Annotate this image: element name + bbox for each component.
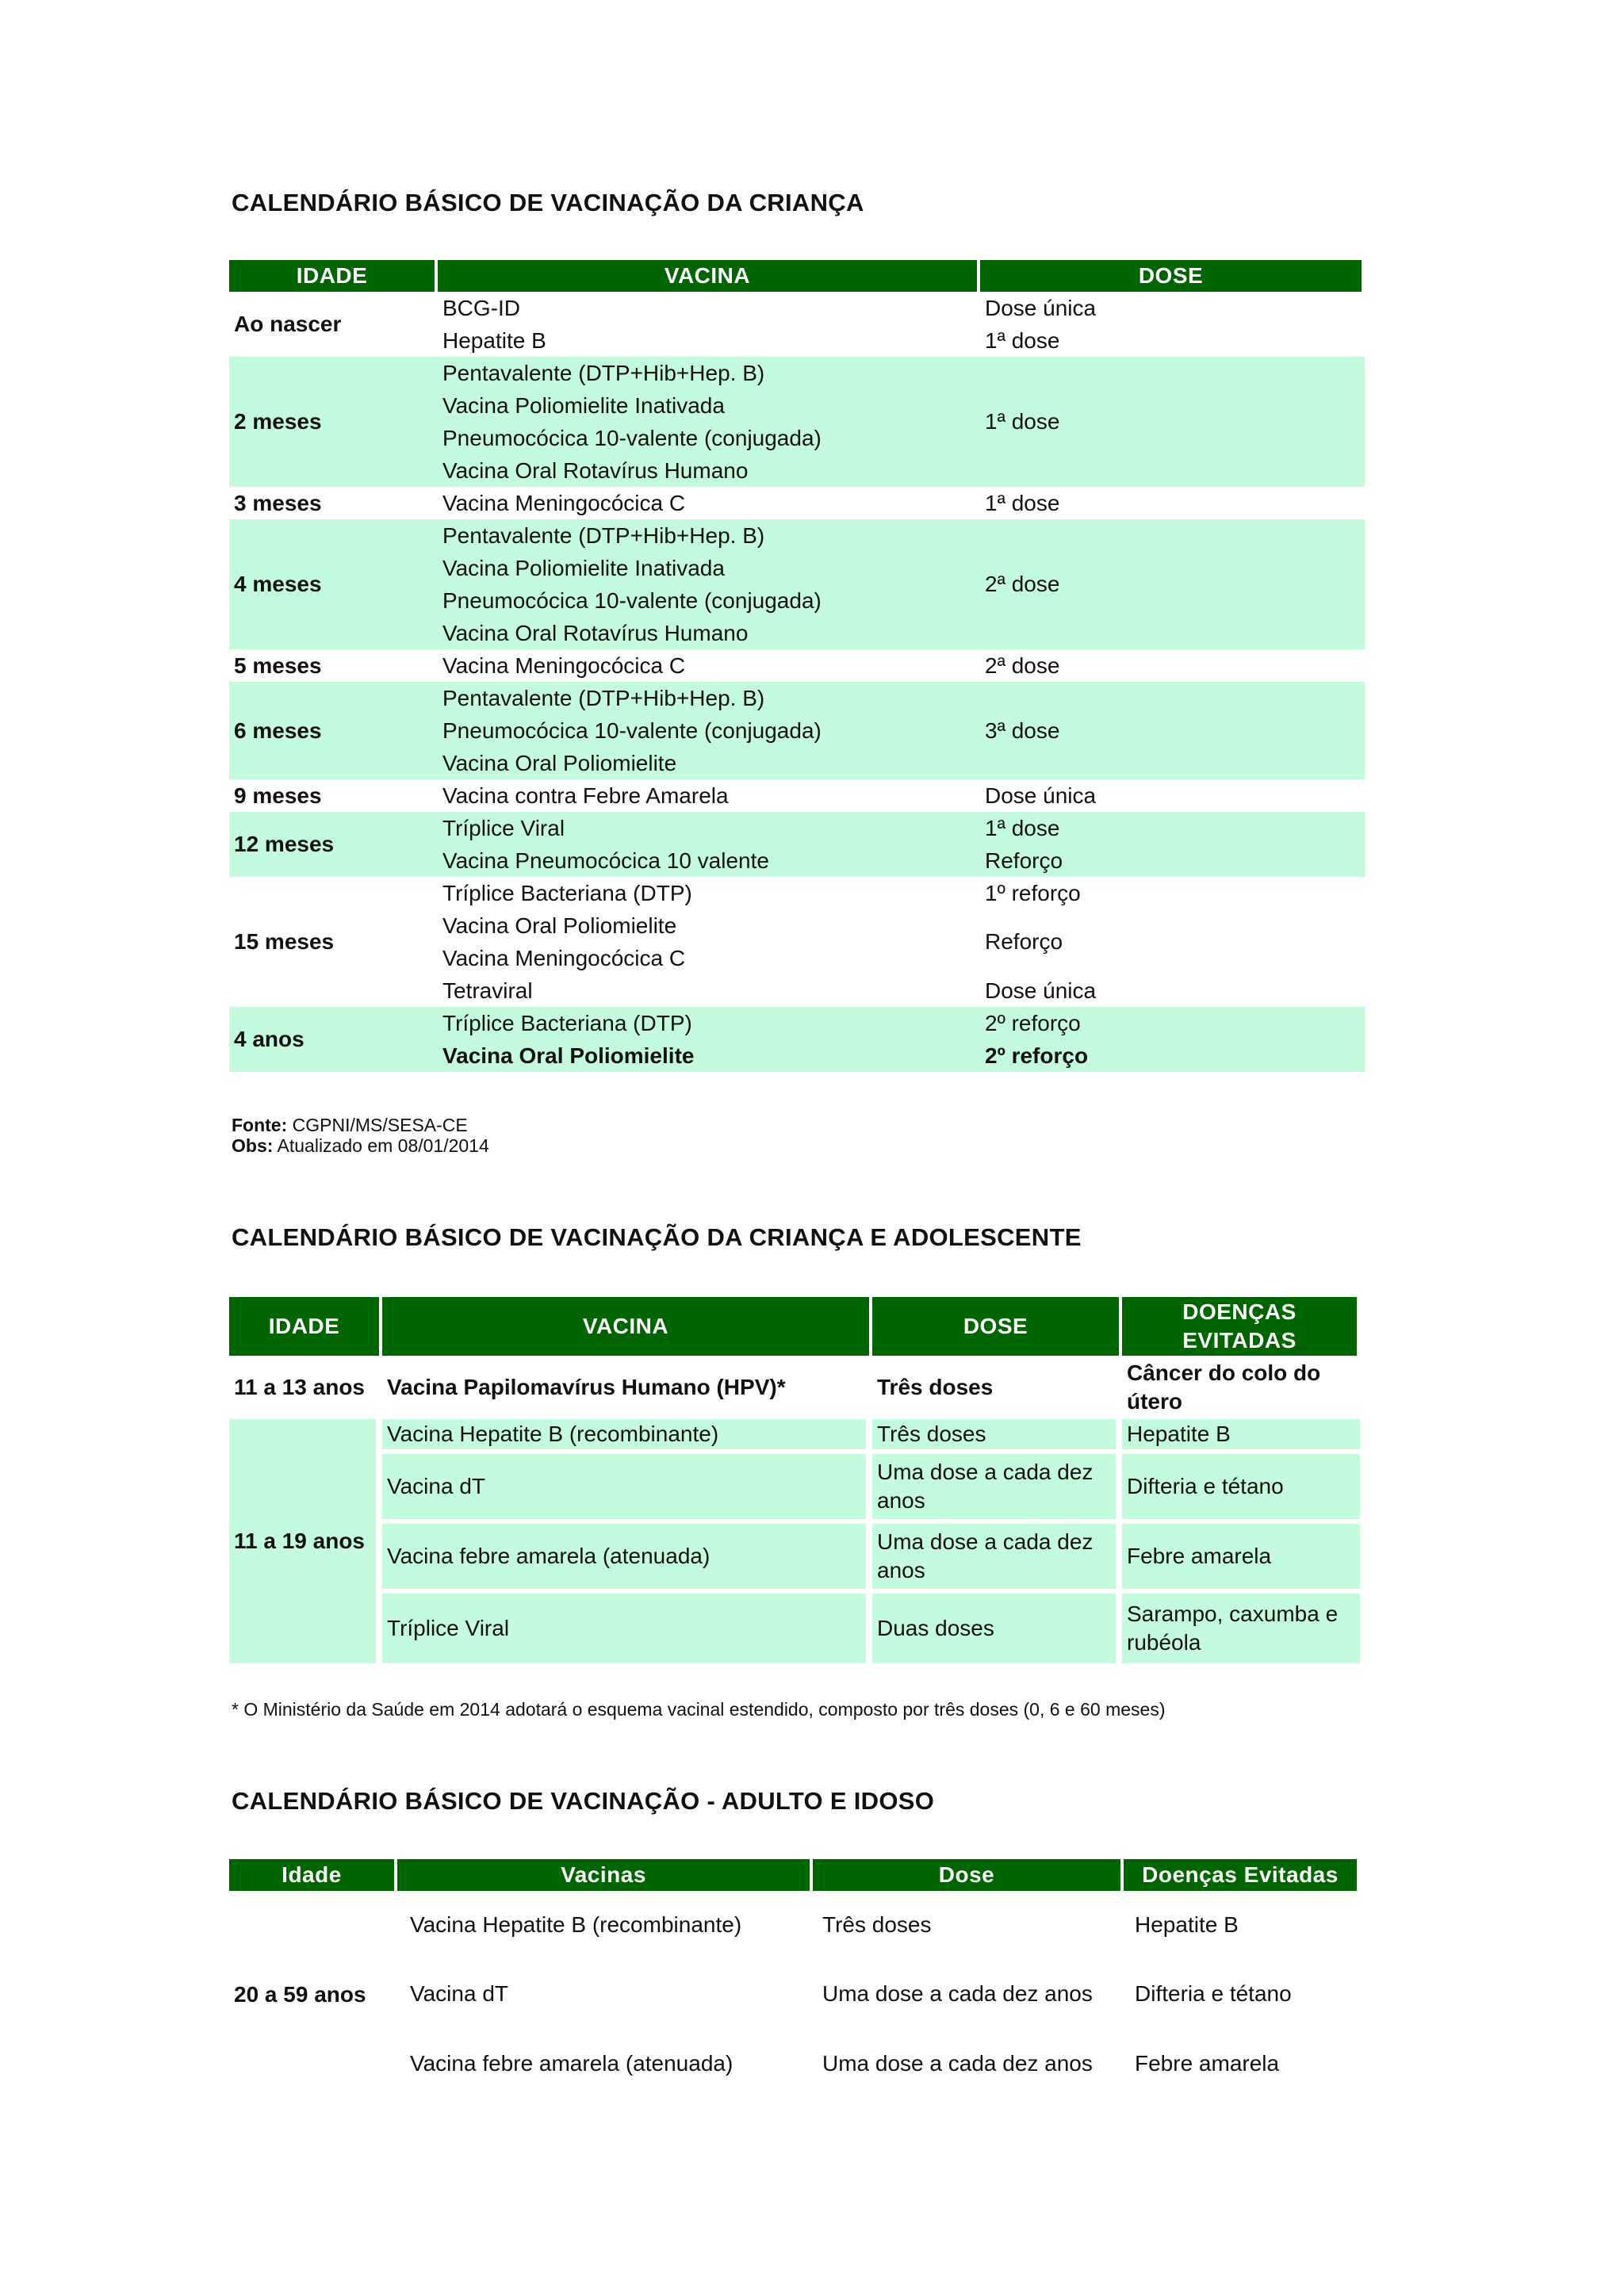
vaccine-item: Vacina Oral Rotavírus Humano [442, 458, 749, 483]
vaccine-item: Pneumocócica 10-valente (conjugada) [442, 718, 822, 743]
age-ao-nascer: Ao nascer [234, 312, 342, 337]
header-idade: IDADE [229, 260, 438, 292]
age-4-meses: 4 meses [229, 519, 438, 649]
dose-triplice-viral: Duas doses [872, 1594, 1122, 1663]
disease-dt: Difteria e tétano [1122, 1454, 1360, 1524]
vaccines-6-meses [438, 682, 980, 779]
table1-title: CALENDÁRIO BÁSICO DE VACINAÇÃO DA CRIANÇA [232, 189, 864, 216]
age-11-13-anos: 11 a 13 anos [234, 1375, 366, 1400]
header-doencas-evitadas: Doenças Evitadas [1124, 1859, 1360, 1891]
vaccines-12-meses [438, 812, 980, 877]
vaccines-ao-nascer [438, 292, 980, 357]
header-vacina: VACINA [382, 1297, 872, 1356]
doses-6-meses: 3ª dose [980, 682, 1365, 779]
header-dose: DOSE [980, 260, 1365, 292]
age-9-meses: 9 meses [234, 783, 322, 808]
child-vaccination-table [229, 260, 1365, 1137]
vaccines-3-meses: Vacina Meningocócica C [442, 490, 686, 515]
age-11-19-anos: 11 a 19 anos [229, 1419, 382, 1663]
table3-title: CALENDÁRIO BÁSICO DE VACINAÇÃO - ADULTO E IDOSO [232, 1787, 935, 1815]
vaccine-item: Vacina Oral Poliomielite [442, 1043, 695, 1068]
header-idade: Idade [229, 1859, 397, 1891]
header-idade: IDADE [229, 1297, 382, 1356]
vaccine-item: Pentavalente (DTP+Hib+Hep. B) [442, 361, 765, 385]
table2-title: CALENDÁRIO BÁSICO DE VACINAÇÃO DA CRIANÇA E ADOLESCENTE [232, 1223, 1082, 1251]
dose-15-meses-2: Reforço [985, 929, 1063, 955]
dose-febre-amarela: Uma dose a cada dez anos [872, 1524, 1122, 1594]
vaccine-item: Tríplice Bacteriana (DTP) [442, 1011, 692, 1035]
dose-febre-amarela: Uma dose a cada dez anos [822, 2051, 1093, 2076]
dose-15-meses-1: 1º reforço [985, 880, 1081, 905]
header-dose: DOSE [872, 1297, 1122, 1356]
obs-note [232, 1135, 489, 1157]
vaccine-triplice-viral: Tríplice Viral [382, 1594, 872, 1663]
vaccine-item: Pneumocócica 10-valente (conjugada) [442, 426, 822, 450]
dose-item: Dose única [985, 296, 1097, 320]
vaccines-2-meses [438, 357, 980, 487]
obs-label: Obs: [232, 1135, 274, 1156]
disease-febre-amarela: Febre amarela [1135, 2051, 1280, 2076]
vaccine-hepatite-b: Vacina Hepatite B (recombinante) [382, 1419, 872, 1454]
vaccines-5-meses: Vacina Meningocócica C [442, 652, 686, 678]
doses-4-meses: 2ª dose [980, 519, 1365, 649]
doses-3-meses: 1ª dose [985, 490, 1060, 515]
disease-hepatite-b: Hepatite B [1135, 1912, 1239, 1938]
dose-item: 1ª dose [985, 328, 1060, 353]
age-5-meses: 5 meses [234, 652, 322, 678]
vaccine-item: Tetraviral [442, 978, 533, 1003]
dose-item: Reforço [985, 848, 1063, 873]
doses-ao-nascer [980, 292, 1365, 357]
vaccine-item: Tríplice Viral [442, 816, 565, 840]
vaccines-4-meses [438, 519, 980, 649]
disease-hpv: Câncer do colo do útero [1127, 1360, 1321, 1414]
vaccines-9-meses: Vacina contra Febre Amarela [442, 783, 729, 808]
adolescent-vaccination-table [229, 1297, 1360, 1663]
disease-dt: Difteria e tétano [1135, 1981, 1292, 2007]
hpv-footnote: * O Ministério da Saúde em 2014 adotará o esquema vacinal estendido, composto por três doses (0, 6 e 60 meses) [232, 1699, 1166, 1720]
dose-dt: Uma dose a cada dez anos [872, 1454, 1122, 1524]
dose-hepatite-b: Três doses [822, 1912, 932, 1938]
dose-15-meses-3: Dose única [985, 978, 1097, 1003]
vaccine-item: Vacina Poliomielite Inativada [442, 556, 725, 580]
vaccine-hpv: Vacina Papilomavírus Humano (HPV)* [387, 1375, 786, 1400]
source-note [232, 1115, 468, 1136]
vaccine-dt: Vacina dT [382, 1454, 872, 1524]
doses-2-meses: 1ª dose [980, 357, 1365, 487]
age-4-anos: 4 anos [229, 1007, 438, 1072]
vaccine-item: Vacina Meningocócica C [442, 946, 686, 970]
age-6-meses: 6 meses [229, 682, 438, 779]
header-doencas-evitadas: DOENÇAS EVITADAS [1122, 1297, 1360, 1356]
doses-9-meses: Dose única [985, 783, 1097, 808]
header-vacinas: Vacinas [397, 1859, 813, 1891]
vaccine-item: Vacina Oral Poliomielite [442, 913, 677, 938]
vaccine-hepatite-b: Vacina Hepatite B (recombinante) [410, 1912, 742, 1938]
vaccine-febre-amarela: Vacina febre amarela (atenuada) [410, 2051, 733, 2076]
obs-value: Atualizado em 08/01/2014 [277, 1135, 489, 1156]
age-3-meses: 3 meses [234, 490, 322, 515]
age-20-59-anos: 20 a 59 anos [234, 1982, 366, 2007]
adult-vaccination-table [229, 1859, 1360, 2099]
header-dose: Dose [813, 1859, 1124, 1891]
age-12-meses: 12 meses [229, 812, 438, 877]
dose-item: 2º reforço [985, 1011, 1081, 1035]
vaccine-item: Vacina Oral Poliomielite [442, 751, 677, 775]
doses-12-meses [980, 812, 1365, 877]
age-2-meses: 2 meses [229, 357, 438, 487]
vaccine-item: BCG-ID [442, 296, 520, 320]
doses-4-anos [980, 1007, 1365, 1072]
dose-hpv: Três doses [877, 1375, 994, 1400]
source-label: Fonte: [232, 1115, 288, 1135]
dose-dt: Uma dose a cada dez anos [822, 1981, 1093, 2007]
vaccine-item: Vacina Poliomielite Inativada [442, 393, 725, 418]
header-vacina: VACINA [438, 260, 980, 292]
vaccine-item: Hepatite B [442, 328, 546, 353]
disease-hepatite-b: Hepatite B [1122, 1419, 1360, 1454]
disease-triplice-viral: Sarampo, caxumba e rubéola [1122, 1594, 1360, 1663]
doses-5-meses: 2ª dose [985, 652, 1060, 678]
vaccines-15-meses [438, 877, 980, 1007]
dose-hepatite-b: Três doses [872, 1419, 1122, 1454]
dose-item: 1ª dose [985, 816, 1060, 840]
vaccine-febre-amarela: Vacina febre amarela (atenuada) [382, 1524, 872, 1594]
dose-item: 2º reforço [985, 1043, 1089, 1068]
vaccines-4-anos [438, 1007, 980, 1072]
vaccine-item: Pneumocócica 10-valente (conjugada) [442, 588, 822, 613]
vaccine-item: Vacina Pneumocócica 10 valente [442, 848, 769, 873]
vaccine-item: Pentavalente (DTP+Hib+Hep. B) [442, 686, 765, 710]
disease-febre-amarela: Febre amarela [1122, 1524, 1360, 1594]
source-value: CGPNI/MS/SESA-CE [292, 1115, 468, 1135]
age-15-meses: 15 meses [234, 929, 335, 955]
vaccine-dt: Vacina dT [410, 1981, 508, 2007]
vaccine-item: Vacina Oral Rotavírus Humano [442, 621, 749, 645]
vaccine-item: Tríplice Bacteriana (DTP) [442, 881, 692, 905]
vaccine-item: Pentavalente (DTP+Hib+Hep. B) [442, 523, 765, 548]
